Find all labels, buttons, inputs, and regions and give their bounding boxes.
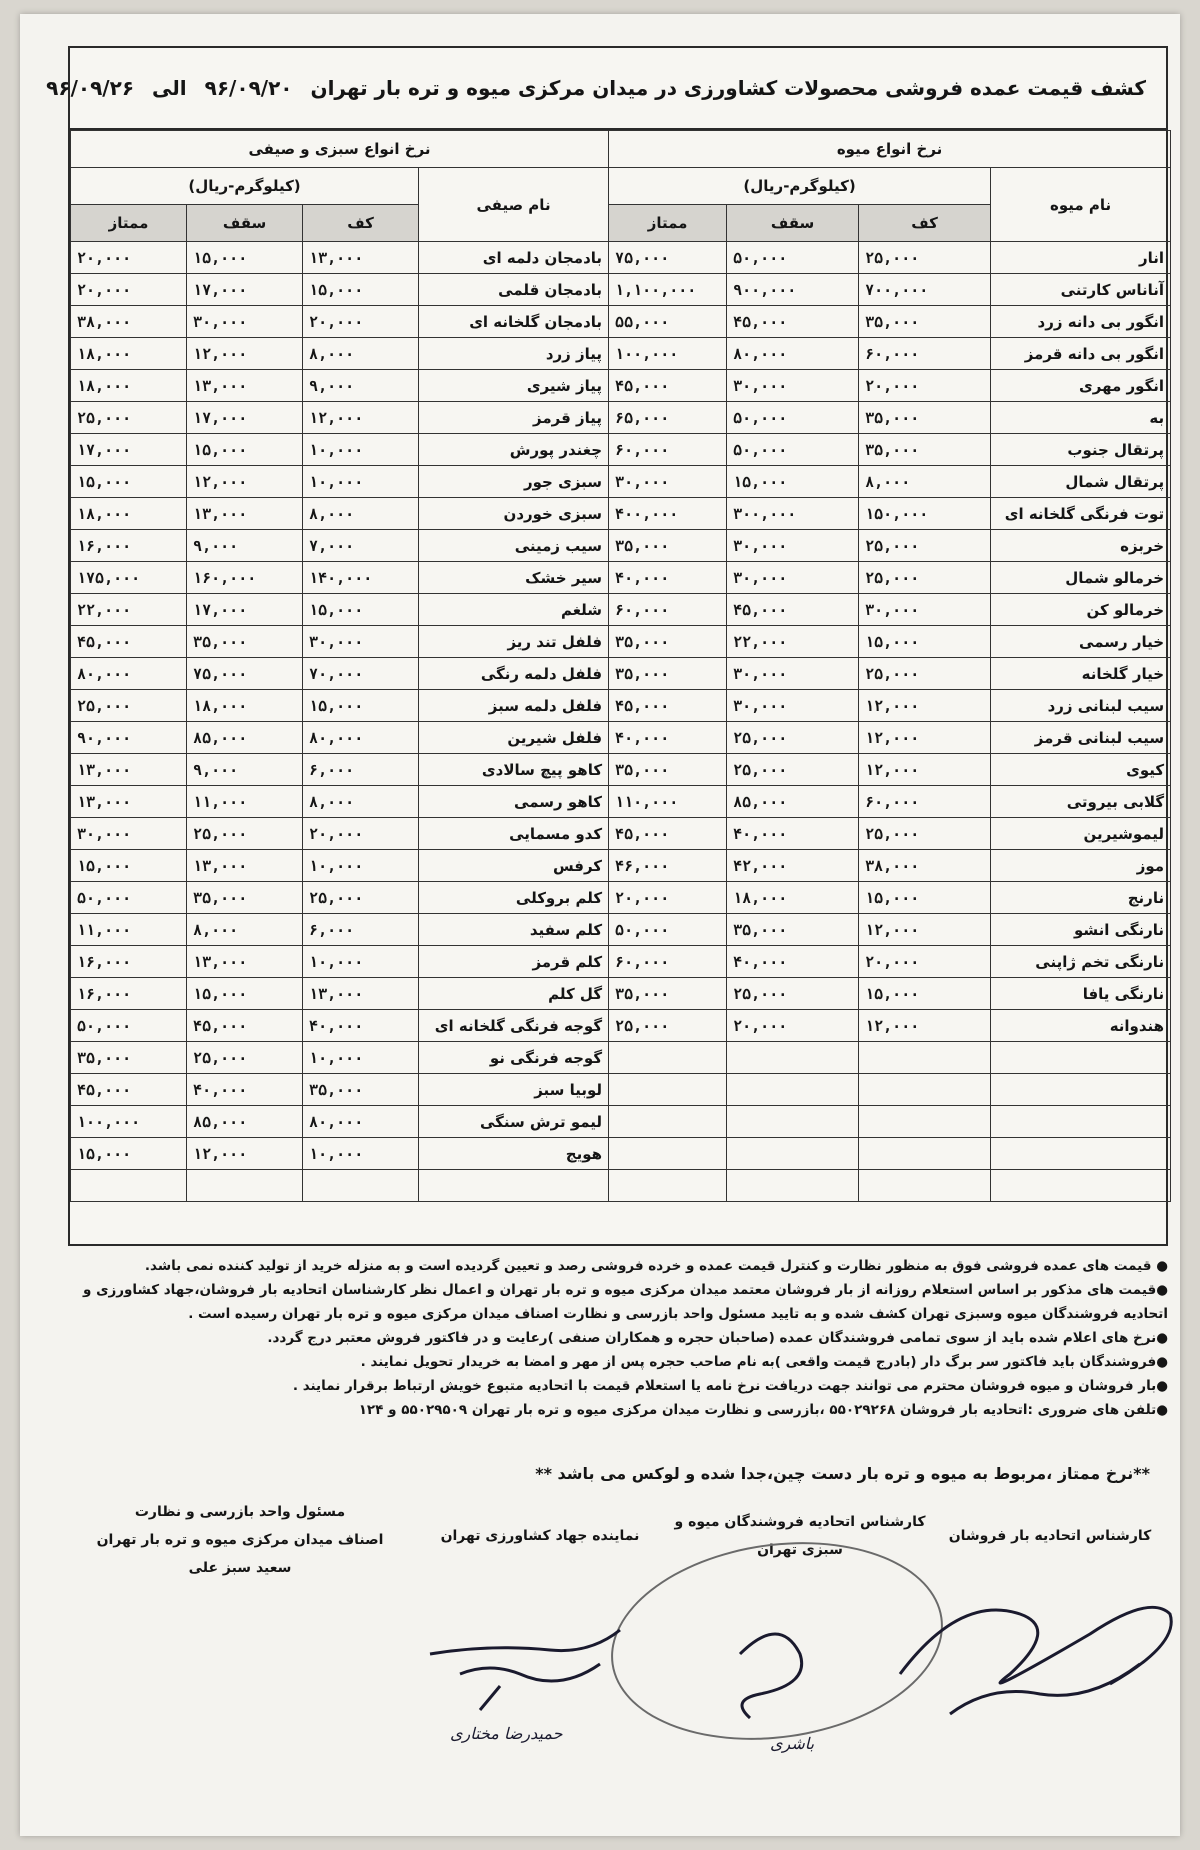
veg-premium-cell: ۱۳,۰۰۰	[71, 786, 187, 818]
fruit-name-cell: کیوی	[991, 754, 1171, 786]
veg-premium-cell: ۲۰,۰۰۰	[71, 242, 187, 274]
fruit-premium-cell: ۴۰,۰۰۰	[609, 722, 727, 754]
date-from: ۹۶/۰۹/۲۰	[204, 76, 293, 100]
fruit-high-cell: ۲۵,۰۰۰	[727, 722, 859, 754]
veg-high-cell: ۸,۰۰۰	[187, 914, 303, 946]
veg-high-cell: ۱۵,۰۰۰	[187, 434, 303, 466]
fruit-premium-cell: ۳۵,۰۰۰	[609, 978, 727, 1010]
fruit-high-cell: ۵۰,۰۰۰	[727, 242, 859, 274]
veg-name-cell: لیمو ترش سنگی	[419, 1106, 609, 1138]
fruit-premium-cell: ۵۰,۰۰۰	[609, 914, 727, 946]
veg-low-cell: ۲۰,۰۰۰	[303, 306, 419, 338]
veg-premium-cell: ۱۵,۰۰۰	[71, 466, 187, 498]
fruit-high-cell: ۳۰,۰۰۰	[727, 562, 859, 594]
fruit-name-cell: پرتقال شمال	[991, 466, 1171, 498]
veg-low-cell: ۳۰,۰۰۰	[303, 626, 419, 658]
veg-premium-cell: ۱۷۵,۰۰۰	[71, 562, 187, 594]
fruit-name-cell: خربزه	[991, 530, 1171, 562]
veg-name-cell: فلفل شیرین	[419, 722, 609, 754]
veg-high-cell: ۴۵,۰۰۰	[187, 1010, 303, 1042]
note-line: ●قیمت های مذکور بر اساس استعلام روزانه از بار فروشان معتمد میدان مرکزی میوه و تره بار تهران و اعمال نظر کارشناسان اتحادیه بار فروشان،جهاد کشاورزی و	[82, 1282, 1168, 1298]
note-line: ●فروشندگان باید فاکتور سر برگ دار (بادرج قیمت واقعی )به نام صاحب حجره پس از مهر و امضا به خریدار تحویل نمایند .	[360, 1354, 1168, 1370]
veg-name-cell: لوبیا سبز	[419, 1074, 609, 1106]
fruit-low-cell: ۲۵,۰۰۰	[859, 242, 991, 274]
veg-high-cell: ۱۳,۰۰۰	[187, 498, 303, 530]
fruit-premium-cell: ۲۵,۰۰۰	[609, 1010, 727, 1042]
veg-low-cell: ۲۰,۰۰۰	[303, 818, 419, 850]
fruit-low-cell: ۱۲,۰۰۰	[859, 754, 991, 786]
veg-premium-cell: ۱۶,۰۰۰	[71, 978, 187, 1010]
veg-high-cell: ۷۵,۰۰۰	[187, 658, 303, 690]
veg-name-cell: کلم سفید	[419, 914, 609, 946]
note-line: ● قیمت های عمده فروشی فوق به منظور نظارت و کنترل قیمت عمده و خرده فروشی رصد و تعیین گردیده است و به منزله خرید از تولید کننده نمی باشد.	[144, 1258, 1168, 1274]
veg-high-cell: ۱۳,۰۰۰	[187, 850, 303, 882]
veg-name-cell: کرفس	[419, 850, 609, 882]
fruit-low-cell: ۲۵,۰۰۰	[859, 818, 991, 850]
veg-low-cell: ۷,۰۰۰	[303, 530, 419, 562]
fruit-low-cell: ۸,۰۰۰	[859, 466, 991, 498]
document-sheet	[20, 14, 1180, 1836]
fruit-low-cell: ۷۰۰,۰۰۰	[859, 274, 991, 306]
veg-high-cell: ۱۱,۰۰۰	[187, 786, 303, 818]
veg-name-cell: فلفل دلمه سبز	[419, 690, 609, 722]
veg-name-cell: پیاز قرمز	[419, 402, 609, 434]
title-text: کشف قیمت عمده فروشی محصولات کشاورزی در میدان مرکزی میوه و تره بار تهران	[310, 76, 1146, 100]
fruit-premium-cell: ۶۵,۰۰۰	[609, 402, 727, 434]
fruit-premium-cell: ۶۰,۰۰۰	[609, 946, 727, 978]
veg-low-cell: ۳۵,۰۰۰	[303, 1074, 419, 1106]
veg-low-cell: ۱۳,۰۰۰	[303, 242, 419, 274]
veg-high-cell: ۱۶۰,۰۰۰	[187, 562, 303, 594]
veg-premium-cell: ۲۵,۰۰۰	[71, 690, 187, 722]
fruit-name-cell: گلابی بیروتی	[991, 786, 1171, 818]
fruit-premium-cell: ۱,۱۰۰,۰۰۰	[609, 274, 727, 306]
veg-high-cell: ۱۷,۰۰۰	[187, 274, 303, 306]
fruit-low-cell: ۳۸,۰۰۰	[859, 850, 991, 882]
fruit-name-cell: انگور بی دانه زرد	[991, 306, 1171, 338]
barforoushan-title: کارشناس اتحادیه بار فروشان	[948, 1528, 1152, 1544]
fruit-low-cell: ۱۲,۰۰۰	[859, 690, 991, 722]
veg-low-cell: ۱۰,۰۰۰	[303, 1042, 419, 1074]
veg-low-cell: ۱۰,۰۰۰	[303, 850, 419, 882]
veg-name-cell: سبزی خوردن	[419, 498, 609, 530]
veg-high-cell: ۱۵,۰۰۰	[187, 978, 303, 1010]
veg-high-cell: ۱۷,۰۰۰	[187, 402, 303, 434]
fruit-premium-cell: ۱۱۰,۰۰۰	[609, 786, 727, 818]
fruit-high-cell: ۴۰,۰۰۰	[727, 818, 859, 850]
fruit-high-cell: ۵۰,۰۰۰	[727, 434, 859, 466]
veg-high-header: سقف	[187, 205, 303, 242]
fruit-name-cell: انگور بی دانه قرمز	[991, 338, 1171, 370]
fruit-low-cell: ۱۲,۰۰۰	[859, 722, 991, 754]
fruit-premium-cell: ۴۵,۰۰۰	[609, 818, 727, 850]
veg-low-cell: ۱۳,۰۰۰	[303, 978, 419, 1010]
fruit-high-cell: ۳۰,۰۰۰	[727, 530, 859, 562]
fruit-high-cell: ۸۰,۰۰۰	[727, 338, 859, 370]
fruit-low-cell: ۳۰,۰۰۰	[859, 594, 991, 626]
veg-name-cell: پیاز زرد	[419, 338, 609, 370]
veg-premium-cell: ۱۸,۰۰۰	[71, 370, 187, 402]
veg-name-cell: کاهو پیچ سالادی	[419, 754, 609, 786]
fruit-low-cell: ۲۰,۰۰۰	[859, 370, 991, 402]
fruit-section-header: نرخ انواع میوه	[609, 131, 1171, 168]
veg-premium-cell: ۳۵,۰۰۰	[71, 1042, 187, 1074]
veg-low-cell: ۷۰,۰۰۰	[303, 658, 419, 690]
veg-high-cell: ۸۵,۰۰۰	[187, 722, 303, 754]
fruit-high-cell: ۲۲,۰۰۰	[727, 626, 859, 658]
veg-low-cell: ۸۰,۰۰۰	[303, 722, 419, 754]
fruit-name-cell: به	[991, 402, 1171, 434]
veg-premium-cell: ۵۰,۰۰۰	[71, 882, 187, 914]
veg-high-cell: ۱۷,۰۰۰	[187, 594, 303, 626]
veg-low-cell: ۱۵,۰۰۰	[303, 690, 419, 722]
fruit-high-cell: ۵۰,۰۰۰	[727, 402, 859, 434]
fruit-premium-cell: ۴۰,۰۰۰	[609, 562, 727, 594]
fruit-premium-cell: ۳۵,۰۰۰	[609, 754, 727, 786]
veg-section-header: نرخ انواع سبزی و صیفی	[71, 131, 609, 168]
veg-high-cell: ۱۲,۰۰۰	[187, 466, 303, 498]
fruit-high-cell: ۳۰۰,۰۰۰	[727, 498, 859, 530]
veg-low-cell: ۱۵,۰۰۰	[303, 274, 419, 306]
date-until: الی	[152, 76, 187, 100]
fruit-low-cell: ۲۵,۰۰۰	[859, 562, 991, 594]
veg-name-cell: سیر خشک	[419, 562, 609, 594]
veg-low-cell: ۹,۰۰۰	[303, 370, 419, 402]
fruit-premium-cell: ۴۰۰,۰۰۰	[609, 498, 727, 530]
fruit-high-cell: ۳۵,۰۰۰	[727, 914, 859, 946]
fruit-name-cell: نارنج	[991, 882, 1171, 914]
note-line: ●بار فروشان و میوه فروشان محترم می توانند جهت دریافت نرخ نامه یا استعلام قیمت با اتحادیه متبوع خویش ارتباط برقرار نمایند .	[292, 1378, 1168, 1394]
fruit-high-cell: ۱۵,۰۰۰	[727, 466, 859, 498]
fruit-high-cell: ۴۵,۰۰۰	[727, 306, 859, 338]
fruit-low-cell: ۱۲,۰۰۰	[859, 1010, 991, 1042]
fruit-premium-header: ممتاز	[609, 205, 727, 242]
fruit-name-cell: پرتقال جنوب	[991, 434, 1171, 466]
veg-name-cell: شلغم	[419, 594, 609, 626]
fruit-name-cell: نارنگی انشو	[991, 914, 1171, 946]
veg-name-cell: بادمجان قلمی	[419, 274, 609, 306]
fruit-low-cell: ۶۰,۰۰۰	[859, 786, 991, 818]
sellers-title-line1: کارشناس اتحادیه فروشندگان میوه و	[674, 1514, 926, 1530]
veg-low-cell: ۶,۰۰۰	[303, 754, 419, 786]
handwritten-name-2: باشری	[770, 1734, 815, 1753]
fruit-premium-cell: ۶۰,۰۰۰	[609, 594, 727, 626]
veg-name-header: نام صیفی	[419, 168, 609, 242]
fruit-name-cell: خیار رسمی	[991, 626, 1171, 658]
veg-low-cell: ۸۰,۰۰۰	[303, 1106, 419, 1138]
inspector-title-line1: مسئول واحد بازرسی و نظارت	[134, 1504, 346, 1520]
fruit-name-cell: سیب لبنانی زرد	[991, 690, 1171, 722]
handwritten-signatures	[20, 14, 1180, 1836]
fruit-low-cell: ۲۵,۰۰۰	[859, 658, 991, 690]
veg-premium-cell: ۳۰,۰۰۰	[71, 818, 187, 850]
veg-high-cell: ۱۳,۰۰۰	[187, 370, 303, 402]
veg-low-cell: ۸,۰۰۰	[303, 786, 419, 818]
fruit-name-cell: انگور مهری	[991, 370, 1171, 402]
veg-premium-cell: ۲۲,۰۰۰	[71, 594, 187, 626]
fruit-low-cell: ۱۵۰,۰۰۰	[859, 498, 991, 530]
veg-premium-cell: ۱۳,۰۰۰	[71, 754, 187, 786]
fruit-high-cell: ۸۵,۰۰۰	[727, 786, 859, 818]
fruit-high-cell: ۹۰۰,۰۰۰	[727, 274, 859, 306]
premium-note: **نرخ ممتاز ،مربوط به میوه و تره بار دست چین،جدا شده و لوکس می باشد **	[535, 1464, 1150, 1483]
fruit-high-cell: ۳۰,۰۰۰	[727, 658, 859, 690]
veg-high-cell: ۲۵,۰۰۰	[187, 818, 303, 850]
fruit-high-cell: ۳۰,۰۰۰	[727, 370, 859, 402]
sellers-title-line2: سبزی تهران	[757, 1542, 843, 1558]
fruit-premium-cell: ۴۵,۰۰۰	[609, 690, 727, 722]
fruit-low-cell: ۱۵,۰۰۰	[859, 882, 991, 914]
fruit-low-cell: ۱۵,۰۰۰	[859, 626, 991, 658]
veg-low-cell: ۱۰,۰۰۰	[303, 466, 419, 498]
veg-high-cell: ۹,۰۰۰	[187, 754, 303, 786]
fruit-premium-cell: ۷۵,۰۰۰	[609, 242, 727, 274]
veg-premium-cell: ۲۰,۰۰۰	[71, 274, 187, 306]
fruit-low-cell: ۳۵,۰۰۰	[859, 434, 991, 466]
veg-name-cell: فلفل تند ریز	[419, 626, 609, 658]
veg-low-cell: ۸,۰۰۰	[303, 498, 419, 530]
veg-low-cell: ۱۴۰,۰۰۰	[303, 562, 419, 594]
veg-high-cell: ۱۲,۰۰۰	[187, 1138, 303, 1170]
veg-premium-cell: ۱۶,۰۰۰	[71, 946, 187, 978]
fruit-low-cell: ۱۲,۰۰۰	[859, 914, 991, 946]
fruit-low-cell: ۳۵,۰۰۰	[859, 402, 991, 434]
veg-premium-cell: ۱۷,۰۰۰	[71, 434, 187, 466]
veg-name-cell: کدو مسمایی	[419, 818, 609, 850]
fruit-name-cell: خیار گلخانه	[991, 658, 1171, 690]
fruit-high-cell: ۱۸,۰۰۰	[727, 882, 859, 914]
veg-name-cell: گوجه فرنگی نو	[419, 1042, 609, 1074]
fruit-name-cell: خرمالو کن	[991, 594, 1171, 626]
veg-premium-cell: ۳۸,۰۰۰	[71, 306, 187, 338]
fruit-high-cell: ۲۵,۰۰۰	[727, 978, 859, 1010]
fruit-high-header: سقف	[727, 205, 859, 242]
fruit-premium-cell: ۳۵,۰۰۰	[609, 658, 727, 690]
veg-premium-cell: ۱۵,۰۰۰	[71, 1138, 187, 1170]
fruit-name-cell: انار	[991, 242, 1171, 274]
fruit-premium-cell: ۴۶,۰۰۰	[609, 850, 727, 882]
fruit-name-cell: هندوانه	[991, 1010, 1171, 1042]
veg-low-cell: ۴۰,۰۰۰	[303, 1010, 419, 1042]
veg-premium-header: ممتاز	[71, 205, 187, 242]
veg-high-cell: ۳۵,۰۰۰	[187, 626, 303, 658]
fruit-unit-header: (کیلوگرم-ریال)	[609, 168, 991, 205]
fruit-name-cell: نارنگی یافا	[991, 978, 1171, 1010]
note-line: ●نرخ های اعلام شده باید از سوی تمامی فروشندگان عمده (صاحبان حجره و همکاران صنفی )رعایت و در فاکتور فروش معتبر درج گردد.	[267, 1330, 1168, 1346]
fruit-low-cell: ۶۰,۰۰۰	[859, 338, 991, 370]
veg-low-header: کف	[303, 205, 419, 242]
veg-name-cell: کاهو رسمی	[419, 786, 609, 818]
veg-high-cell: ۴۰,۰۰۰	[187, 1074, 303, 1106]
fruit-name-cell: توت فرنگی گلخانه ای	[991, 498, 1171, 530]
veg-high-cell: ۱۵,۰۰۰	[187, 242, 303, 274]
veg-low-cell: ۱۰,۰۰۰	[303, 434, 419, 466]
fruit-premium-cell: ۴۵,۰۰۰	[609, 370, 727, 402]
veg-high-cell: ۹,۰۰۰	[187, 530, 303, 562]
veg-low-cell: ۱۲,۰۰۰	[303, 402, 419, 434]
veg-low-cell: ۱۰,۰۰۰	[303, 1138, 419, 1170]
veg-low-cell: ۸,۰۰۰	[303, 338, 419, 370]
veg-premium-cell: ۴۵,۰۰۰	[71, 1074, 187, 1106]
fruit-high-cell: ۴۰,۰۰۰	[727, 946, 859, 978]
veg-unit-header: (کیلوگرم-ریال)	[71, 168, 419, 205]
fruit-premium-cell: ۲۰,۰۰۰	[609, 882, 727, 914]
jahad-title: نماینده جهاد کشاورزی تهران	[440, 1528, 640, 1544]
veg-name-cell: بادمجان گلخانه ای	[419, 306, 609, 338]
fruit-low-cell: ۱۵,۰۰۰	[859, 978, 991, 1010]
veg-premium-cell: ۹۰,۰۰۰	[71, 722, 187, 754]
veg-name-cell: سبزی جور	[419, 466, 609, 498]
fruit-name-cell: سیب لبنانی قرمز	[991, 722, 1171, 754]
fruit-low-cell: ۲۵,۰۰۰	[859, 530, 991, 562]
veg-premium-cell: ۲۵,۰۰۰	[71, 402, 187, 434]
fruit-high-cell: ۴۵,۰۰۰	[727, 594, 859, 626]
fruit-premium-cell: ۶۰,۰۰۰	[609, 434, 727, 466]
inspector-title-line2: اصناف میدان مرکزی میوه و تره بار تهران	[96, 1532, 384, 1548]
handwritten-name-1: حمیدرضا مختاری	[450, 1724, 563, 1743]
veg-high-cell: ۱۳,۰۰۰	[187, 946, 303, 978]
fruit-name-header: نام میوه	[991, 168, 1171, 242]
veg-name-cell: فلفل دلمه رنگی	[419, 658, 609, 690]
note-line: اتحادیه فروشندگان میوه وسبزی تهران کشف شده و به تایید مسئول واحد بازرسی و نظارت اصناف میدان مرکزی میوه و تره بار تهران رسیده است .	[188, 1306, 1168, 1322]
veg-name-cell: کلم قرمز	[419, 946, 609, 978]
veg-high-cell: ۱۲,۰۰۰	[187, 338, 303, 370]
fruit-high-cell: ۳۰,۰۰۰	[727, 690, 859, 722]
fruit-premium-cell: ۳۰,۰۰۰	[609, 466, 727, 498]
veg-high-cell: ۳۵,۰۰۰	[187, 882, 303, 914]
fruit-high-cell: ۲۰,۰۰۰	[727, 1010, 859, 1042]
veg-premium-cell: ۱۶,۰۰۰	[71, 530, 187, 562]
fruit-name-cell: لیموشیرین	[991, 818, 1171, 850]
fruit-low-cell: ۳۵,۰۰۰	[859, 306, 991, 338]
veg-premium-cell: ۵۰,۰۰۰	[71, 1010, 187, 1042]
veg-name-cell: هویج	[419, 1138, 609, 1170]
fruit-name-cell: خرمالو شمال	[991, 562, 1171, 594]
fruit-premium-cell: ۳۵,۰۰۰	[609, 626, 727, 658]
veg-name-cell: چغندر پورش	[419, 434, 609, 466]
veg-premium-cell: ۱۱,۰۰۰	[71, 914, 187, 946]
veg-low-cell: ۱۰,۰۰۰	[303, 946, 419, 978]
veg-name-cell: گوجه فرنگی گلخانه ای	[419, 1010, 609, 1042]
fruit-premium-cell: ۵۵,۰۰۰	[609, 306, 727, 338]
veg-premium-cell: ۴۵,۰۰۰	[71, 626, 187, 658]
veg-name-cell: پیاز شیری	[419, 370, 609, 402]
veg-low-cell: ۱۵,۰۰۰	[303, 594, 419, 626]
veg-name-cell: گل کلم	[419, 978, 609, 1010]
note-line: ●تلفن های ضروری :اتحادیه بار فروشان ۵۵۰۲۹۲۶۸ ،بازرسی و نظارت میدان مرکزی میوه و تره بار تهران ۵۵۰۲۹۵۰۹ و ۱۲۴	[358, 1402, 1168, 1418]
veg-premium-cell: ۱۸,۰۰۰	[71, 338, 187, 370]
veg-premium-cell: ۱۰۰,۰۰۰	[71, 1106, 187, 1138]
fruit-name-cell: موز	[991, 850, 1171, 882]
veg-high-cell: ۸۵,۰۰۰	[187, 1106, 303, 1138]
veg-premium-cell: ۸۰,۰۰۰	[71, 658, 187, 690]
date-to: ۹۶/۰۹/۲۶	[46, 76, 135, 100]
fruit-name-cell: نارنگی تخم ژاپنی	[991, 946, 1171, 978]
veg-high-cell: ۲۵,۰۰۰	[187, 1042, 303, 1074]
fruit-low-cell: ۲۰,۰۰۰	[859, 946, 991, 978]
veg-low-cell: ۲۵,۰۰۰	[303, 882, 419, 914]
veg-name-cell: سیب زمینی	[419, 530, 609, 562]
veg-high-cell: ۱۸,۰۰۰	[187, 690, 303, 722]
fruit-high-cell: ۴۲,۰۰۰	[727, 850, 859, 882]
fruit-name-cell: آناناس کارتنی	[991, 274, 1171, 306]
inspector-name: سعید سبز علی	[188, 1560, 292, 1576]
fruit-high-cell: ۲۵,۰۰۰	[727, 754, 859, 786]
fruit-premium-cell: ۱۰۰,۰۰۰	[609, 338, 727, 370]
veg-name-cell: بادمجان دلمه ای	[419, 242, 609, 274]
veg-low-cell: ۶,۰۰۰	[303, 914, 419, 946]
veg-premium-cell: ۱۸,۰۰۰	[71, 498, 187, 530]
fruit-low-header: کف	[859, 205, 991, 242]
veg-premium-cell: ۱۵,۰۰۰	[71, 850, 187, 882]
veg-name-cell: کلم بروکلی	[419, 882, 609, 914]
veg-high-cell: ۳۰,۰۰۰	[187, 306, 303, 338]
fruit-premium-cell: ۳۵,۰۰۰	[609, 530, 727, 562]
